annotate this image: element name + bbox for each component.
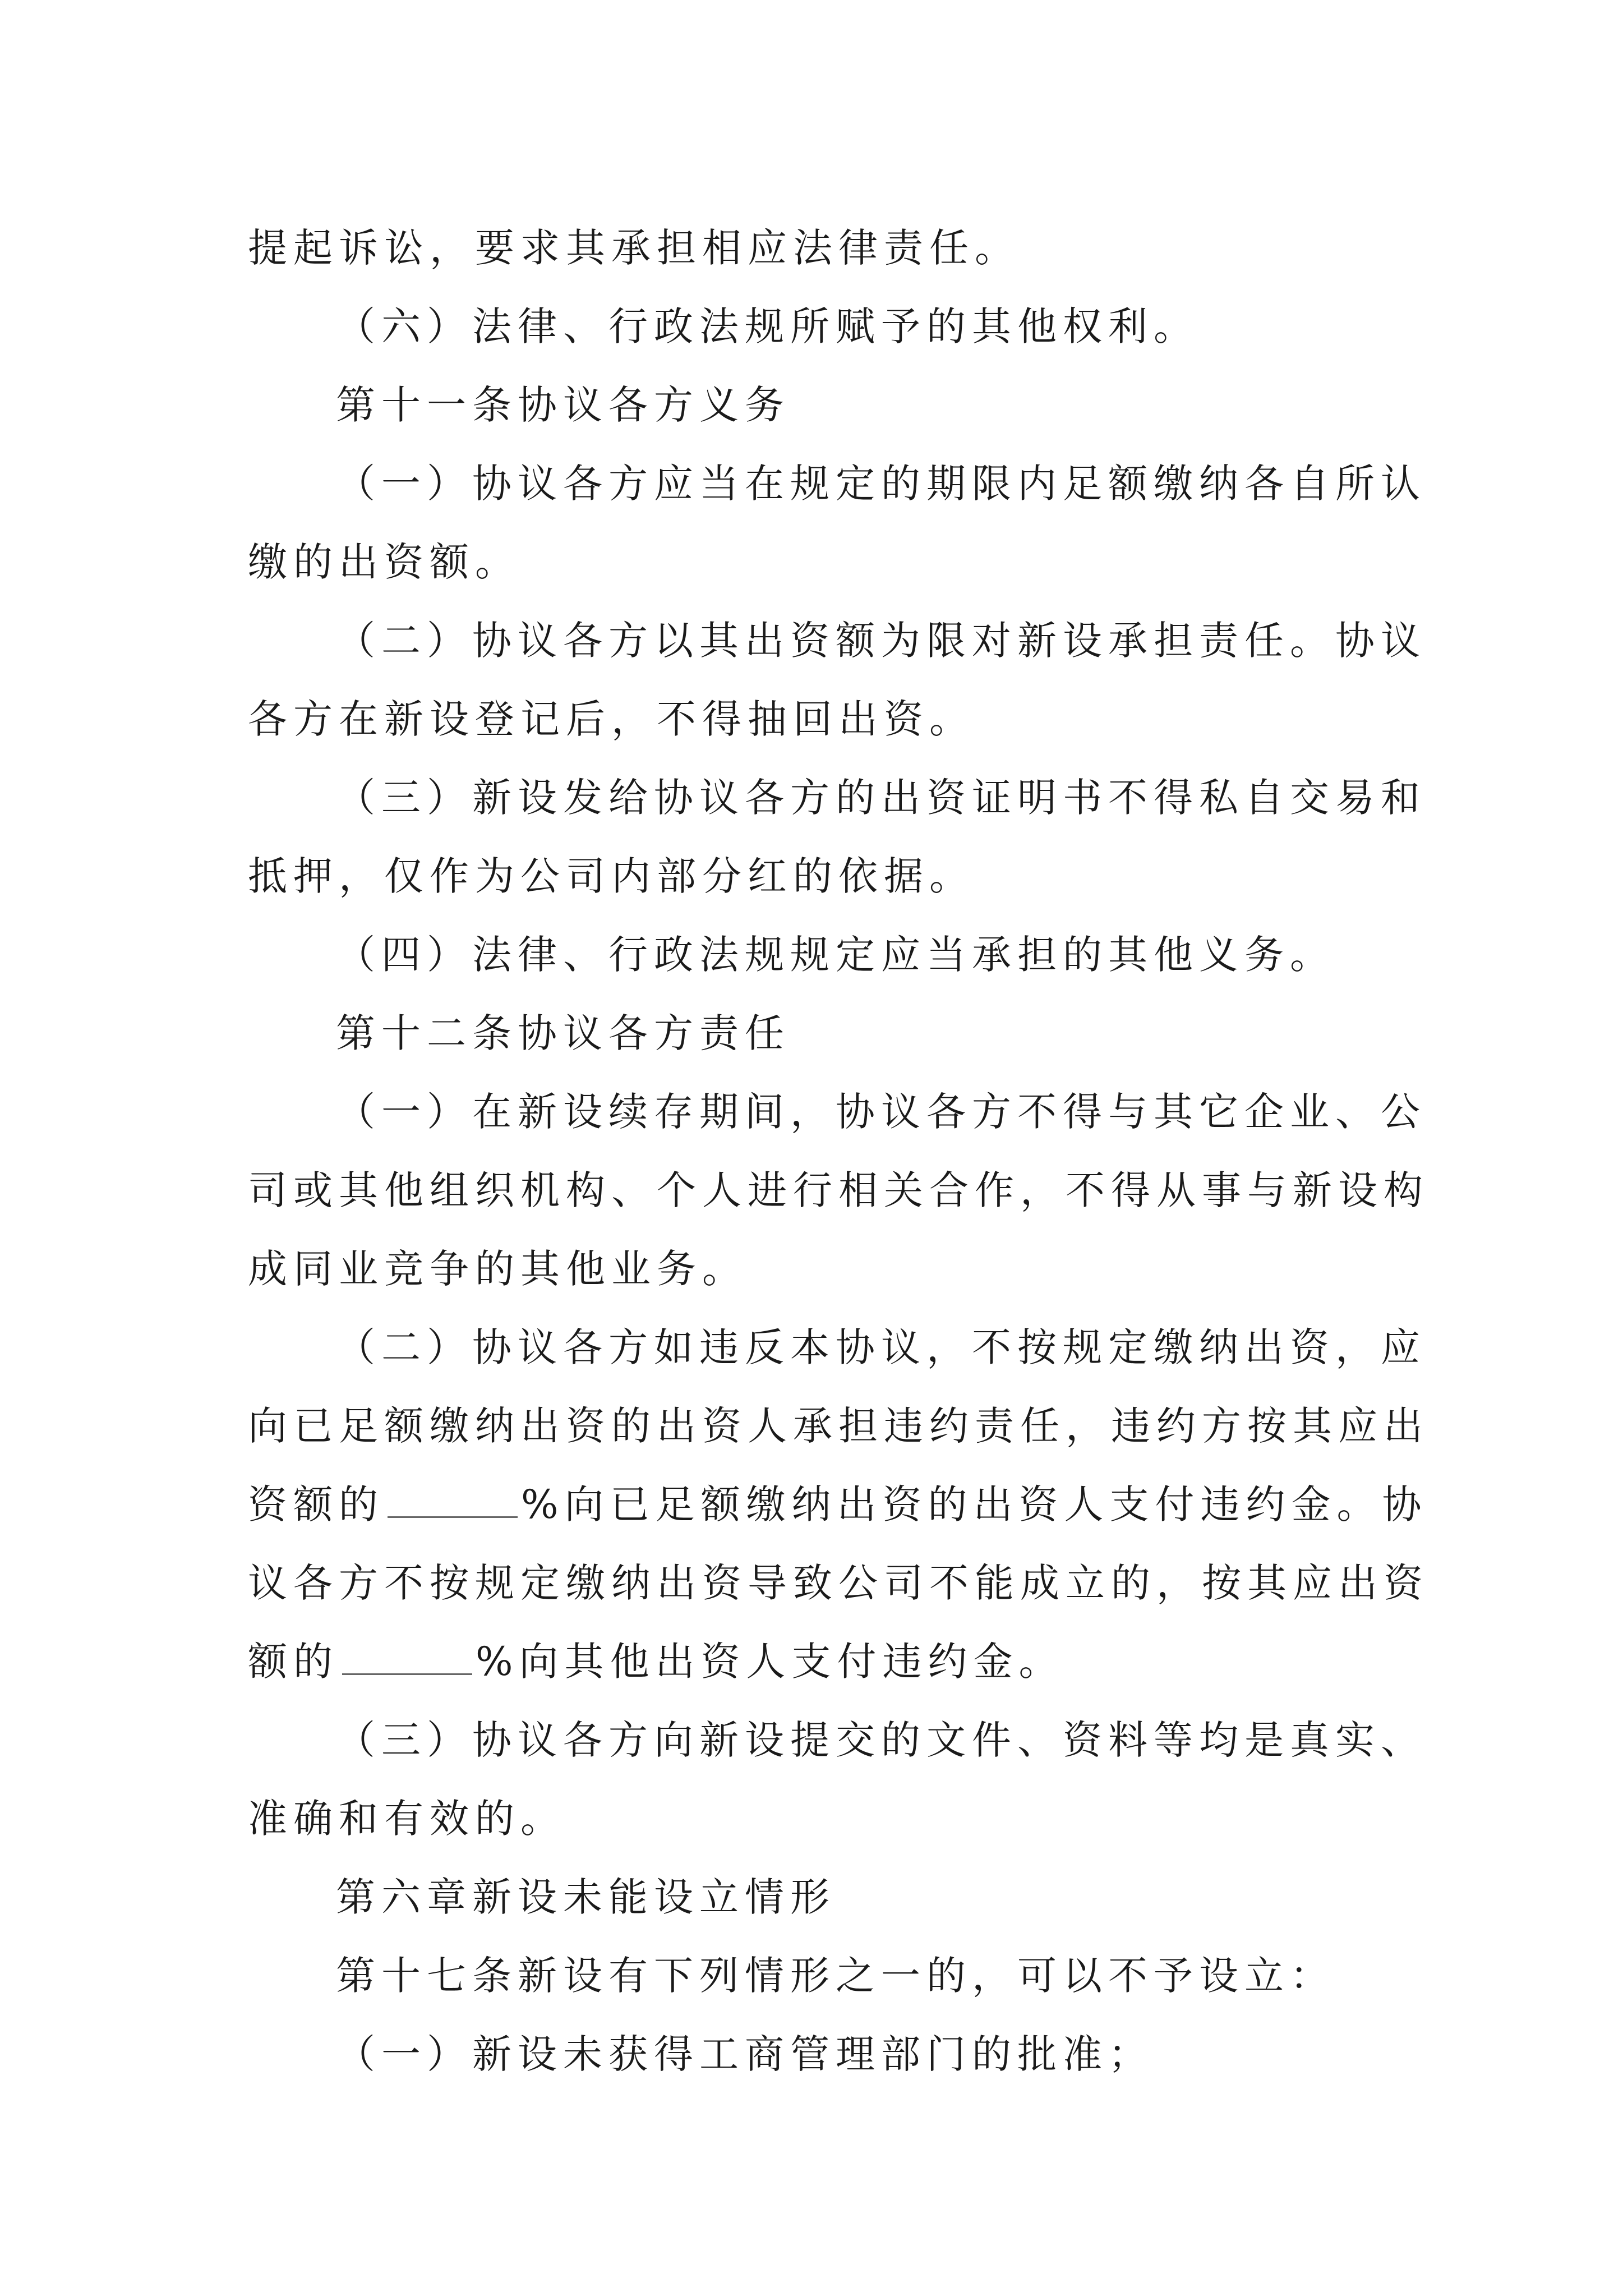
clause-item: （六）法律、行政法规所赋予的其他权利。 (336, 303, 1199, 349)
text-line (248, 1465, 1428, 1544)
article-heading: 第十二条协议各方责任 (336, 1010, 790, 1056)
clause-item: （二）协议各方如违反本协议，不按规定缴纳出资，应 (336, 1324, 1426, 1370)
text-line: 抵押，仅作为公司内部分红的依据。 (248, 853, 975, 899)
clause-item: （三）新设发给协议各方的出资证明书不得私自交易和 (336, 775, 1426, 821)
clause-item: （一）新设未获得工商管理部门的批准； (336, 2031, 1154, 2077)
text-fragment: %向已足额缴纳出资的出资人支付违约金。协 (521, 1481, 1428, 1527)
clause-item: （四）法律、行政法规规定应当承担的其他义务。 (336, 932, 1335, 978)
text-line: 议各方不按规定缴纳出资导致公司不能成立的，按其应出资 (248, 1560, 1429, 1606)
text-line: 司或其他组织机构、个人进行相关合作，不得从事与新设构 (248, 1167, 1429, 1213)
fill-in-blank (342, 1642, 472, 1675)
fill-in-blank (388, 1485, 518, 1518)
article-heading: 第十七条新设有下列情形之一的，可以不予设立： (336, 1953, 1335, 1999)
clause-item: （三）协议各方向新设提交的文件、资料等均是真实、 (336, 1717, 1426, 1763)
text-line: 成同业竞争的其他业务。 (248, 1246, 748, 1292)
chapter-heading: 第六章新设未能设立情形 (336, 1874, 836, 1920)
text-line: 缴的出资额。 (248, 539, 520, 585)
clause-item: （一）协议各方应当在规定的期限内足额缴纳各自所认 (336, 461, 1426, 507)
article-heading: 第十一条协议各方义务 (336, 382, 790, 428)
text-line (248, 1622, 1420, 1701)
text-fragment: 额的 (248, 1639, 339, 1685)
text-fragment: %向其他出资人支付违约金。 (476, 1639, 1064, 1685)
clause-item: （二）协议各方以其出资额为限对新设承担责任。协议 (336, 618, 1426, 664)
clause-item: （一）在新设续存期间，协议各方不得与其它企业、公 (336, 1089, 1426, 1135)
document-body (248, 209, 1429, 2093)
text-line: 向已足额缴纳出资的出资人承担违约责任，违约方按其应出 (248, 1403, 1429, 1449)
text-line: 提起诉讼，要求其承担相应法律责任。 (248, 225, 1020, 271)
text-line: 各方在新设登记后，不得抽回出资。 (248, 696, 975, 742)
text-fragment: 资额的 (248, 1481, 384, 1527)
text-line: 准确和有效的。 (248, 1796, 566, 1842)
